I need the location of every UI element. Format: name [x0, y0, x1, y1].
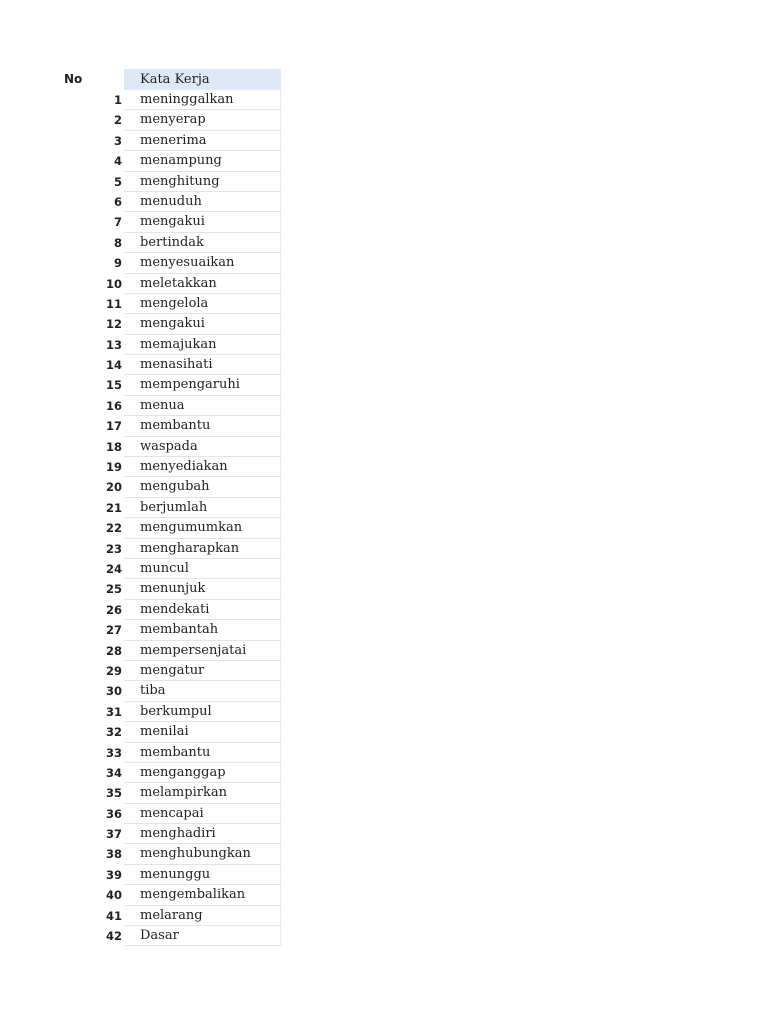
row-number: 23 — [105, 541, 122, 556]
table-row — [0, 151, 300, 171]
verb-cell[interactable]: menua — [124, 396, 281, 416]
row-number: 18 — [105, 439, 122, 454]
row-number: 16 — [105, 398, 122, 413]
row-number: 33 — [105, 745, 122, 760]
row-number: 15 — [105, 378, 122, 393]
table-row — [0, 539, 300, 559]
verb-cell[interactable]: membantu — [124, 416, 281, 436]
row-number: 5 — [113, 174, 122, 189]
row-number: 41 — [105, 908, 122, 923]
row-number: 9 — [113, 256, 122, 271]
verb-cell[interactable]: menuduh — [124, 192, 281, 212]
verb-cell[interactable]: melarang — [124, 906, 281, 926]
table-row — [0, 885, 300, 905]
row-number: 1 — [113, 93, 122, 107]
table-row — [0, 457, 300, 477]
table-row — [0, 559, 300, 579]
row-number: 36 — [105, 806, 122, 821]
verb-cell[interactable]: menampung — [124, 151, 281, 171]
table-row — [0, 865, 300, 885]
verb-cell[interactable]: menghubungkan — [124, 844, 281, 864]
verb-cell[interactable]: membantah — [124, 620, 281, 640]
verb-cell[interactable]: mengelola — [124, 294, 281, 314]
row-number: 42 — [105, 929, 122, 944]
row-number: 39 — [105, 867, 122, 882]
row-number: 40 — [105, 888, 122, 903]
verb-cell[interactable]: menghadiri — [124, 824, 281, 844]
verb-cell[interactable]: menyerap — [124, 110, 281, 130]
table-row — [0, 294, 300, 314]
verb-cell[interactable]: mengakui — [124, 314, 281, 334]
verb-cell[interactable]: mengembalikan — [124, 885, 281, 905]
table-row — [0, 906, 300, 926]
table-row — [0, 641, 300, 661]
row-number: 19 — [105, 460, 122, 475]
row-number: 3 — [113, 133, 122, 148]
verb-cell[interactable]: mengharapkan — [124, 539, 281, 559]
table-row — [0, 783, 300, 803]
table-row — [0, 804, 300, 824]
table-row — [0, 498, 300, 518]
table-row — [0, 763, 300, 783]
table-row — [0, 355, 300, 375]
verb-cell[interactable]: menunjuk — [124, 579, 281, 599]
table-row — [0, 416, 300, 436]
table-row — [0, 661, 300, 681]
row-number: 14 — [105, 358, 122, 373]
row-number: 6 — [113, 194, 122, 209]
verb-cell[interactable]: meletakkan — [124, 274, 281, 294]
row-number: 11 — [105, 296, 122, 311]
row-number: 17 — [105, 419, 122, 434]
verb-cell[interactable]: meninggalkan — [124, 90, 281, 110]
verb-cell[interactable]: mengakui — [124, 212, 281, 232]
table-row — [0, 172, 300, 192]
table-row — [0, 477, 300, 497]
row-number: 25 — [105, 582, 122, 597]
verb-cell[interactable]: mengatur — [124, 661, 281, 681]
table-row — [0, 192, 300, 212]
row-number: 24 — [105, 561, 122, 576]
table-row — [0, 702, 300, 722]
table-row — [0, 437, 300, 457]
row-number: 2 — [113, 113, 122, 128]
verb-cell[interactable]: muncul — [124, 559, 281, 579]
row-number: 7 — [113, 215, 122, 230]
table-row — [0, 722, 300, 742]
verb-cell[interactable]: Dasar — [124, 926, 281, 946]
row-number: 37 — [105, 827, 122, 842]
verb-cell[interactable]: menilai — [124, 722, 281, 742]
row-number: 35 — [105, 786, 122, 801]
verb-cell[interactable]: bertindak — [124, 233, 281, 253]
column-header-kata-kerja: Kata Kerja — [124, 69, 281, 90]
table-body — [0, 90, 300, 946]
table-row — [0, 335, 300, 355]
column-header-no: No — [64, 72, 83, 86]
verb-cell[interactable]: mempersenjatai — [124, 641, 281, 661]
verb-cell[interactable]: mengumumkan — [124, 518, 281, 538]
verb-cell[interactable]: mempengaruhi — [124, 375, 281, 395]
table-row — [0, 110, 300, 130]
verb-cell[interactable]: mencapai — [124, 804, 281, 824]
row-number: 29 — [105, 663, 122, 678]
table-row — [0, 620, 300, 640]
verb-cell[interactable]: waspada — [124, 437, 281, 457]
table-row — [0, 274, 300, 294]
table-row — [0, 253, 300, 273]
table-row — [0, 600, 300, 620]
verb-cell[interactable]: membantu — [124, 743, 281, 763]
verb-cell[interactable]: mendekati — [124, 600, 281, 620]
row-number: 30 — [105, 684, 122, 699]
row-number: 20 — [105, 480, 122, 495]
row-number: 32 — [105, 725, 122, 740]
row-number: 31 — [105, 704, 122, 719]
verb-cell[interactable]: melampirkan — [124, 783, 281, 803]
row-number: 34 — [105, 765, 122, 780]
table-row — [0, 926, 300, 946]
table-row — [0, 212, 300, 232]
table-row — [0, 681, 300, 701]
row-number: 4 — [113, 154, 122, 169]
table-row — [0, 314, 300, 334]
row-number: 38 — [105, 847, 122, 862]
verb-cell[interactable]: menganggap — [124, 763, 281, 783]
table-row — [0, 90, 300, 110]
row-number: 8 — [113, 235, 122, 250]
verb-cell[interactable]: menunggu — [124, 865, 281, 885]
table-row — [0, 375, 300, 395]
row-number: 10 — [105, 276, 122, 291]
table-row — [0, 743, 300, 763]
verb-cell[interactable]: menghitung — [124, 172, 281, 192]
verb-cell[interactable]: berkumpul — [124, 702, 281, 722]
row-number: 26 — [105, 602, 122, 617]
table-row — [0, 824, 300, 844]
table-header-row — [0, 69, 300, 90]
verb-cell[interactable]: memajukan — [124, 335, 281, 355]
row-number: 13 — [105, 337, 122, 352]
table-row — [0, 131, 300, 151]
verb-cell[interactable]: menerima — [124, 131, 281, 151]
row-number: 22 — [105, 521, 122, 536]
table-row — [0, 396, 300, 416]
verb-cell[interactable]: menyediakan — [124, 457, 281, 477]
row-number: 27 — [105, 623, 122, 638]
verb-cell[interactable]: berjumlah — [124, 498, 281, 518]
table-row — [0, 844, 300, 864]
row-number: 12 — [105, 317, 122, 332]
verb-cell[interactable]: menyesuaikan — [124, 253, 281, 273]
table-row — [0, 233, 300, 253]
table-row — [0, 518, 300, 538]
table-row — [0, 579, 300, 599]
row-number: 21 — [105, 500, 122, 515]
row-number: 28 — [105, 643, 122, 658]
verb-cell[interactable]: menasihati — [124, 355, 281, 375]
verb-cell[interactable]: mengubah — [124, 477, 281, 497]
verb-cell[interactable]: tiba — [124, 681, 281, 701]
